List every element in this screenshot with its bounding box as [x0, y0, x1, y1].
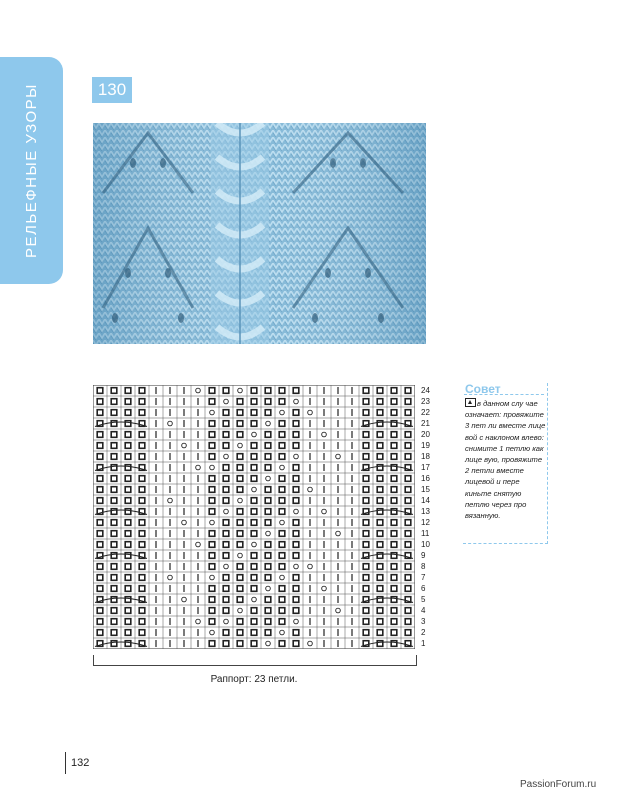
chart-row-number: 21 [421, 419, 430, 428]
tip-title: Совет [465, 382, 501, 396]
chart-row-number: 24 [421, 386, 430, 395]
chart-row-number: 16 [421, 474, 430, 483]
tip-divider [464, 394, 544, 395]
page-number: 132 [65, 752, 89, 774]
chart-row-number: 4 [421, 606, 426, 615]
chart-row-number: 19 [421, 441, 430, 450]
k3tog-symbol-icon [465, 398, 476, 407]
section-tab [0, 57, 63, 284]
tip-body: в данном слу чае означает: провяжите 3 пет ли вместе лице вой с наклоном влево: снимите 1 петлю как лице вую, провяжите 2 петли вместе лицевой и пере киньте снятую петлю через про вязанную. [465, 399, 546, 521]
chart-row-number: 11 [421, 529, 430, 538]
chart-row-number: 5 [421, 595, 426, 604]
section-tab-label: РЕЛЬЕФНЫЕ УЗОРЫ [23, 83, 40, 258]
knitting-chart [93, 385, 415, 654]
chart-row-number: 7 [421, 573, 426, 582]
chart-row-number: 18 [421, 452, 430, 461]
chart-row-number: 17 [421, 463, 430, 472]
chart-row-number: 15 [421, 485, 430, 494]
chart-row-number: 6 [421, 584, 426, 593]
chart-row-number: 14 [421, 496, 430, 505]
rapport-bracket [93, 655, 417, 666]
cable-column [211, 123, 269, 344]
chart-row-number: 23 [421, 397, 430, 406]
chart-row-number: 8 [421, 562, 426, 571]
knitting-chart-grid [93, 385, 415, 649]
chart-row-number: 12 [421, 518, 430, 527]
chart-row-number: 1 [421, 639, 426, 648]
chart-row-number: 3 [421, 617, 426, 626]
chart-row-number: 20 [421, 430, 430, 439]
chart-row-number: 2 [421, 628, 426, 637]
tip-text [465, 398, 547, 521]
rapport-label: Раппорт: 23 петли. [210, 674, 298, 685]
chart-row-number: 10 [421, 540, 430, 549]
pattern-number-badge: 130 [92, 77, 132, 103]
knit-sample-photo [93, 123, 426, 344]
chart-row-number: 13 [421, 507, 430, 516]
watermark: PassionForum.ru [520, 779, 597, 790]
chart-row-number: 9 [421, 551, 426, 560]
chart-row-number: 22 [421, 408, 430, 417]
chart-row-numbers [421, 385, 451, 649]
